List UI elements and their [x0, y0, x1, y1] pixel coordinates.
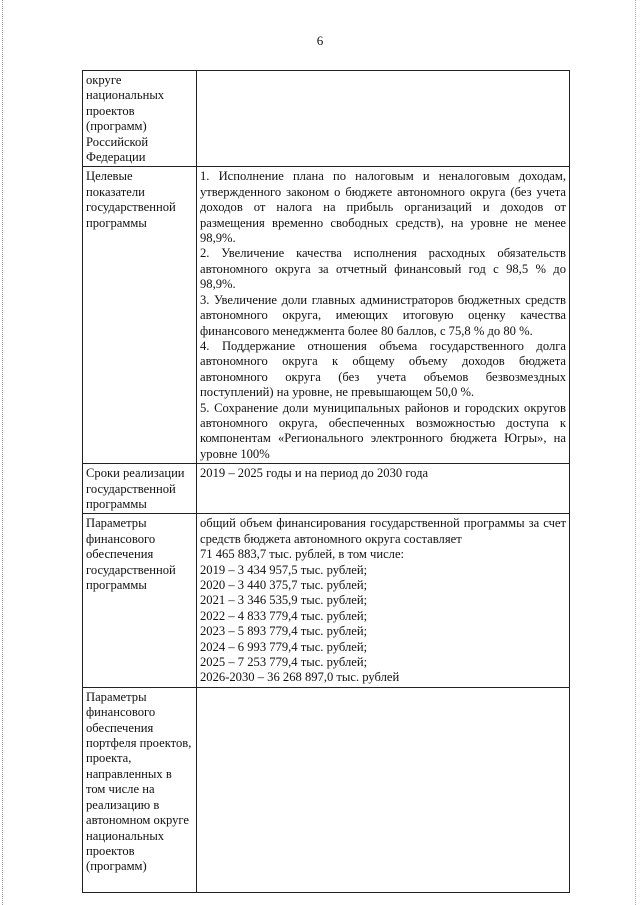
- row-label-text: Параметры финансового обеспечения портфеля проектов, проекта, направленных в том числе на реализацию в автономном округе национальных проектов (программ): [86, 689, 192, 874]
- target-indicator-3: 3. Увеличение доли главных администраторов бюджетных средств автономного округа, имеющих итоговую оценку качества финансового менеджмента более 80 баллов, с 75,8 % до 80 %.: [200, 292, 566, 338]
- financing-year: 2022 – 4 833 779,4 тыс. рублей;: [200, 608, 368, 623]
- page-edge-left: [2, 0, 4, 905]
- page-number: 6: [316, 33, 324, 48]
- table-row: [83, 71, 570, 167]
- financing-total: 71 465 883,7 тыс. рублей, в том числе:: [200, 547, 405, 562]
- page-edge-right: [635, 0, 637, 905]
- target-indicator-2: 2. Увеличение качества исполнения расходных обязательств автономного округа за отчетный финансовый год с 98,5 % до 98,9%.: [200, 246, 566, 292]
- table-row: [83, 514, 570, 687]
- row-content: [197, 167, 570, 464]
- financing-year: 2026-2030 – 36 268 897,0 тыс. рублей: [200, 670, 400, 685]
- financing-year: 2023 – 5 893 779,4 тыс. рублей;: [200, 624, 368, 639]
- row-label: [83, 687, 197, 892]
- row-label-text: Целевые показатели государственной программы: [86, 169, 176, 230]
- financing-year: 2025 – 7 253 779,4 тыс. рублей;: [200, 655, 368, 670]
- row-content: [197, 464, 570, 514]
- row-label: [83, 71, 197, 167]
- passport-table: [82, 70, 570, 893]
- row-label: [83, 514, 197, 687]
- financing-year: 2021 – 3 346 535,9 тыс. рублей;: [200, 593, 368, 608]
- financing-year: 2020 – 3 440 375,7 тыс. рублей;: [200, 578, 368, 592]
- target-indicator-4: 4. Поддержание отношения объема государственного долга автономного округа к общему объему доходов бюджета автономного округа (без учета объемов безвозмездных поступлений) на уровне, не превышающем 50,0 %.: [200, 338, 566, 400]
- financing-intro: общий объем финансирования государственной программы за счет средств бюджета автономного округа составляет: [200, 516, 566, 546]
- financing-year: 2019 – 3 434 957,5 тыс. рублей;: [200, 562, 368, 577]
- row-label-text: Сроки реализации государственной программы: [86, 466, 185, 511]
- row-label-text: округе национальных проектов (программ) Российской Федерации: [86, 73, 165, 165]
- table-row: [83, 167, 570, 464]
- table-row: [83, 464, 570, 514]
- row-label: [83, 464, 197, 514]
- row-content: [197, 687, 570, 892]
- row-content-text: 2019 – 2025 годы и на период до 2030 года: [200, 466, 429, 481]
- table-row: [83, 687, 570, 892]
- financing-year: 2024 – 6 993 779,4 тыс. рублей;: [200, 639, 368, 654]
- target-indicator-5: 5. Сохранение доли муниципальных районов и городских округов автономного округа, обеспеченных возможностью доступа к компонентам «Регионального электронного бюджета Югры», на уровне 100%: [200, 400, 566, 461]
- target-indicator-1: 1. Исполнение плана по налоговым и неналоговым доходам, утвержденного законом о бюджете автономного округа (без учета доходов от налога на прибыль организаций и доходов от размещения временно свободных средств), на уровне не менее 98,9%.: [200, 169, 566, 246]
- row-content: [197, 514, 570, 687]
- row-label-text: Параметры финансового обеспечения государственной программы: [86, 516, 176, 592]
- row-label: [83, 167, 197, 464]
- row-content: [197, 71, 570, 167]
